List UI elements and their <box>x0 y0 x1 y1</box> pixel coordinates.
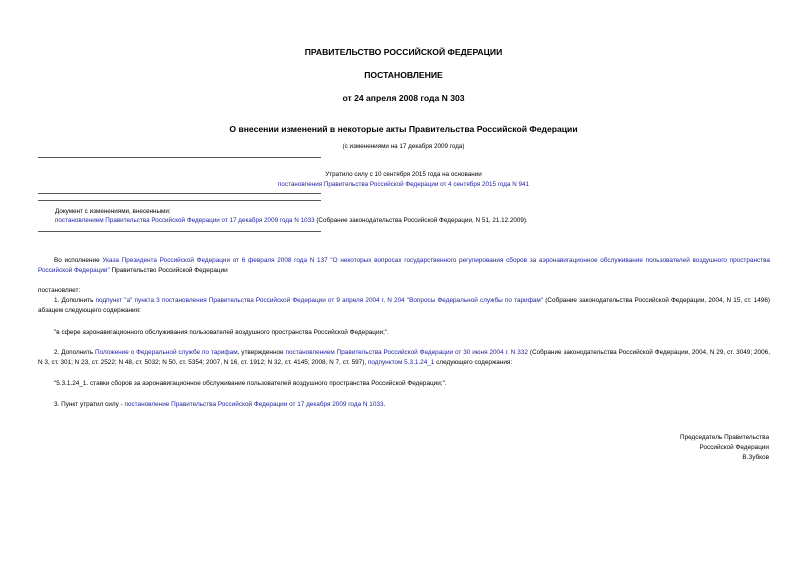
preamble-paragraph <box>38 256 770 275</box>
signatory-position: Председатель Правительства <box>680 434 769 441</box>
resolves-text: постановляет: <box>38 287 81 294</box>
lost-force-notice: Утратило силу с 10 сентября 2015 года на основании <box>325 171 482 178</box>
item-1-quote: "в сфере аэронавигационного обслуживания пользователей воздушного пространства Российской Федерации;". <box>54 329 389 336</box>
changes-source <box>55 216 775 225</box>
changes-label: Документ с изменениями, внесенными: <box>55 208 171 215</box>
tariff-service-regulation-link[interactable]: Положение о Федеральной службе по тарифам <box>95 349 238 356</box>
item-2-suffix: следующего содержания: <box>434 358 513 366</box>
government-heading: ПРАВИТЕЛЬСТВО РОССИЙСКОЙ ФЕДЕРАЦИИ <box>304 47 503 57</box>
preamble-suffix: Правительство Российской Федерации <box>109 266 228 274</box>
divider-line <box>38 231 321 232</box>
item-2-paragraph <box>38 348 770 367</box>
amendment-note: (с изменениями на 17 декабря 2009 года) <box>342 143 465 150</box>
item-1-suffix: (Собрание законодательства Российской Федерации, 2004, N 15, ст. 1496) абзацем следующего содержания: <box>38 297 770 314</box>
item-1-prefix: 1. Дополнить <box>54 297 96 304</box>
item-3-paragraph <box>38 400 770 410</box>
changes-suffix: (Собрание законодательства Российской Федерации, N 51, 21.12.2009). <box>314 217 528 224</box>
signatory-country: Российской Федерации <box>699 444 769 451</box>
signature-block <box>680 433 769 463</box>
preamble-prefix: Во исполнение <box>54 257 103 264</box>
repeal-basis-link[interactable]: постановления Правительства Российской Федерации от 4 сентября 2015 года N 941 <box>278 181 529 188</box>
signatory-name: В.Зубков <box>742 454 769 461</box>
item-2-mid-2: (Собрание законодательства Российской Федерации, 2004, N 29, ст. 3049; 2006, N 3, ст. 301; N 23, ст. 2522; N 48, ст. 5032; N 50, ст. 5354; 2007, N 16, ст. 1912; N 32, ст. 4145; 2008, N 7, ст. 597), <box>38 349 770 366</box>
item-3-suffix: . <box>383 401 386 408</box>
item-2-quote: "5.3.1.24_1. ставки сборов за аэронавигационное обслуживание пользователей воздушного пространства Российской Федерации;". <box>54 380 447 387</box>
document-date-number: от 24 апреля 2008 года N 303 <box>342 93 465 103</box>
divider-line <box>38 193 321 194</box>
subparagraph-link[interactable]: подпунктом 5.3.1.24_1 <box>367 358 435 366</box>
item-3-link[interactable]: постановление Правительства Российской Федерации от 17 декабря 2009 года N 1033 <box>124 401 384 408</box>
item-2-prefix: 2. Дополнить <box>54 349 96 356</box>
divider-line <box>38 200 321 201</box>
amending-act-link[interactable]: постановлением Правительства Российской Федерации от 17 декабря 2009 года N 1033 <box>55 217 315 224</box>
item-1-link[interactable]: подпункт "а" пункта 3 постановления Правительства Российской Федерации от 9 апреля 2004 г. N 204 "Вопросы Федеральной службы по тарифам" <box>95 297 544 304</box>
item-2-mid-1: , утвержденное <box>237 349 286 356</box>
resolution-332-link[interactable]: постановлением Правительства Российской Федерации от 30 июня 2004 г. N 332 <box>285 349 528 356</box>
document-title: О внесении изменений в некоторые акты Правительства Российской Федерации <box>229 124 578 134</box>
item-3-prefix: 3. Пункт утратил силу - <box>54 401 125 408</box>
item-1-paragraph <box>38 296 770 315</box>
document-type: ПОСТАНОВЛЕНИЕ <box>364 70 443 80</box>
divider-line <box>38 157 321 158</box>
presidential-decree-link[interactable]: Указа Президента Российской Федерации от 6 февраля 2008 года N 137 "О некоторых вопросах государственного регулирования сборов за аэронавигационное обслуживание пользователей воздушного пространства Российской Федерации" <box>38 257 770 274</box>
